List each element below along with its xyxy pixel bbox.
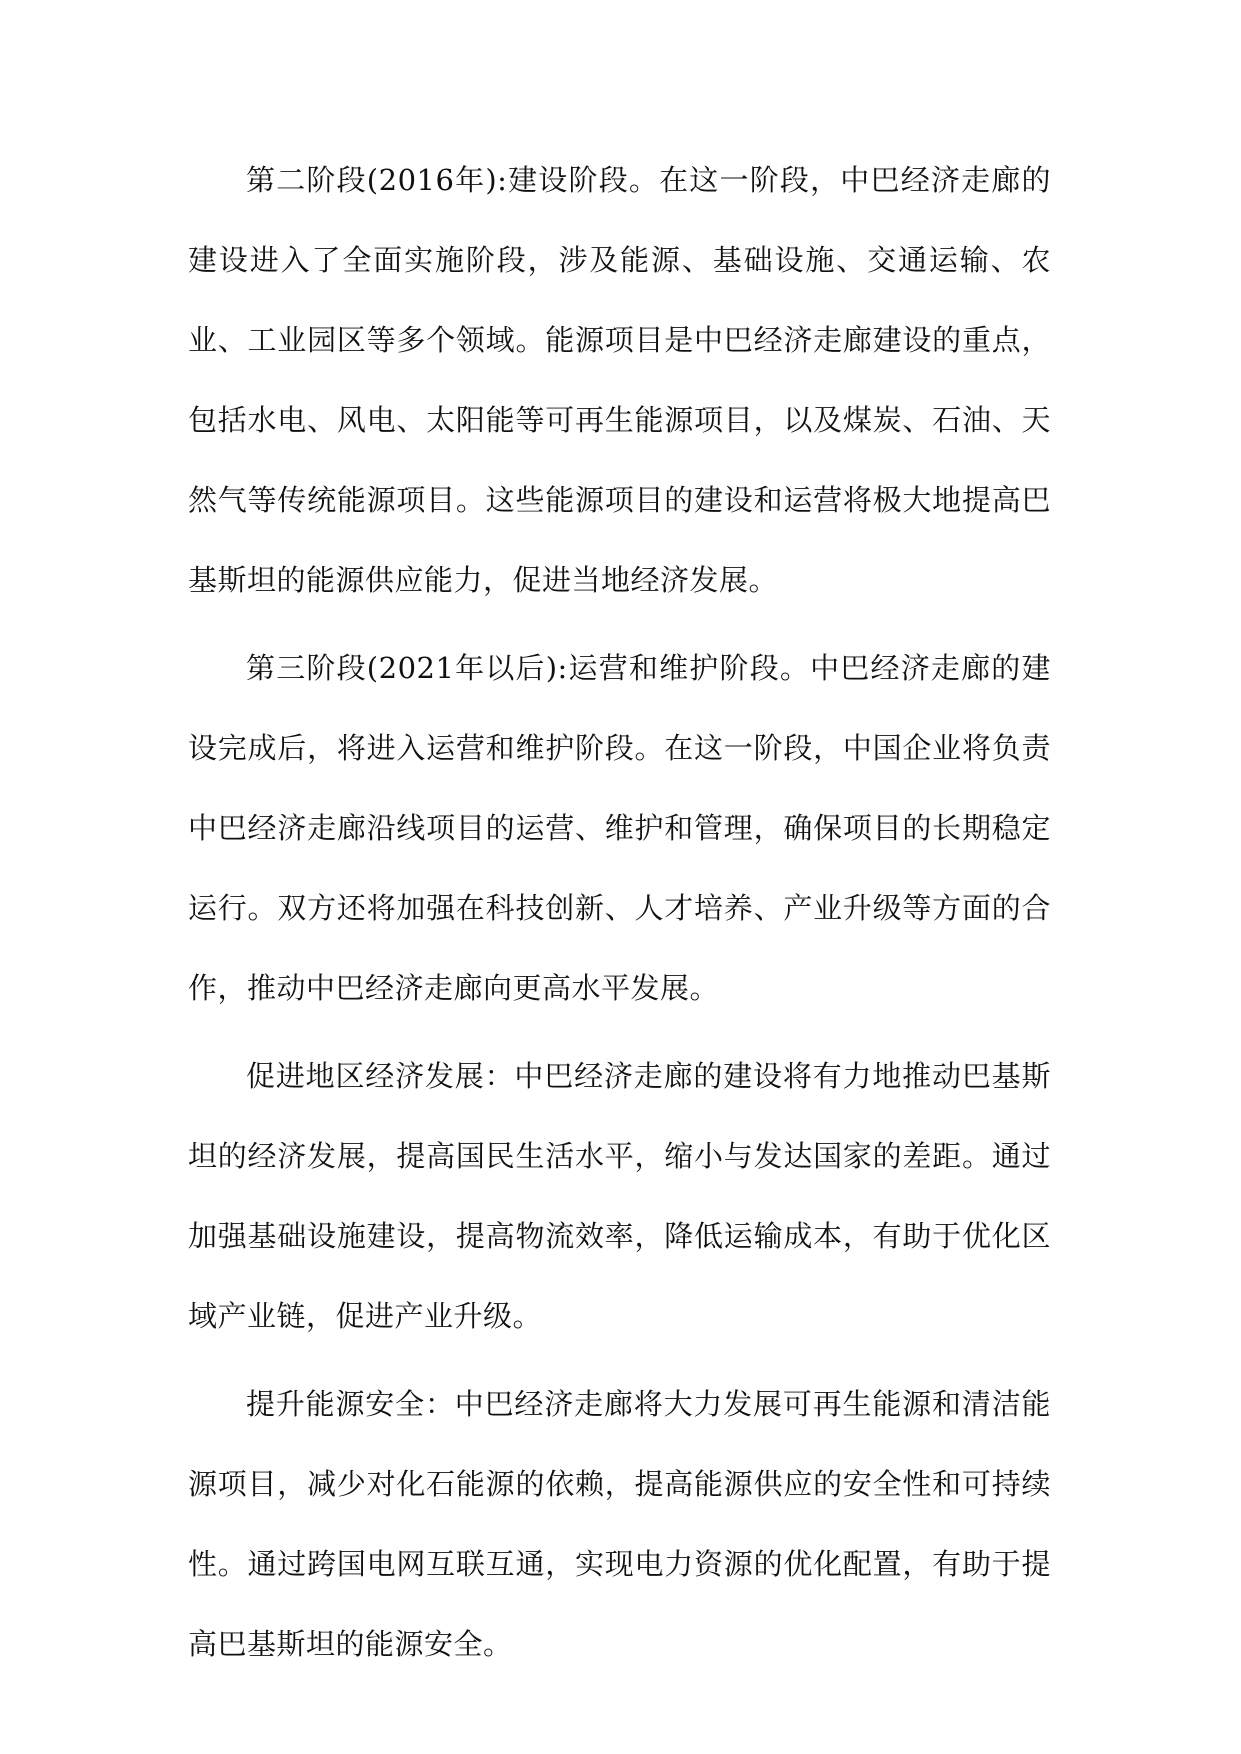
paragraph-energy-security: 提升能源安全：中巴经济走廊将大力发展可再生能源和清洁能源项目，减少对化石能源的依赖，提高能源供应的安全性和可持续性。通过跨国电网互联互通，实现电力资源的优化配置，有助于提高巴基斯坦的能源安全。 (188, 1387, 1051, 1661)
paragraph-stage-three: 第三阶段(2021年以后):运营和维护阶段。中巴经济走廊的建设完成后，将进入运营和维护阶段。在这一阶段，中国企业将负责中巴经济走廊沿线项目的运营、维护和管理，确保项目的长期稳定运行。双方还将加强在科技创新、人才培养、产业升级等方面的合作，推动中巴经济走廊向更高水平发展。 (188, 651, 1051, 1005)
paragraph-stage-two: 第二阶段(2016年):建设阶段。在这一阶段，中巴经济走廊的建设进入了全面实施阶段，涉及能源、基础设施、交通运输、农业、工业园区等多个领域。能源项目是中巴经济走廊建设的重点，包括水电、风电、太阳能等可再生能源项目，以及煤炭、石油、天然气等传统能源项目。这些能源项目的建设和运营将极大地提高巴基斯坦的能源供应能力，促进当地经济发展。 (188, 163, 1051, 597)
document-body (188, 140, 1051, 1692)
paragraph-regional-economy: 促进地区经济发展：中巴经济走廊的建设将有力地推动巴基斯坦的经济发展，提高国民生活水平，缩小与发达国家的差距。通过加强基础设施建设，提高物流效率，降低运输成本，有助于优化区域产业链，促进产业升级。 (188, 1059, 1051, 1333)
